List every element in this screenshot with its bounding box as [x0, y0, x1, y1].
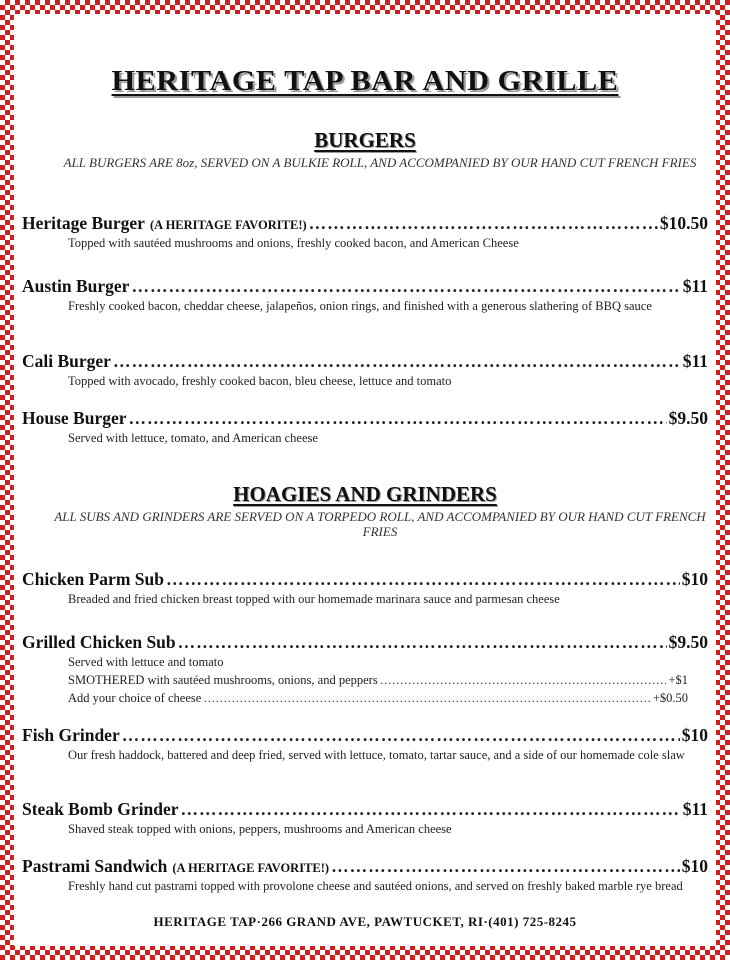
option-price: +$1 — [668, 673, 688, 687]
menu-item-steak-bomb-grinder — [22, 799, 708, 838]
menu-item-grilled-chicken-sub — [22, 632, 708, 707]
menu-item-house-burger — [22, 408, 708, 447]
item-price: $11 — [682, 276, 708, 296]
menu-item-pastrami-sandwich — [22, 856, 708, 895]
item-description: Our fresh haddock, battered and deep fried, served with lettuce, tomato, tartar sauce, and a side of our homemade cole slaw — [68, 748, 685, 762]
dot-leader — [129, 408, 667, 429]
section-heading-hoagies: HOAGIES AND GRINDERS — [233, 482, 497, 506]
item-name: Steak Bomb Grinder — [22, 799, 179, 819]
item-price: $9.50 — [668, 408, 708, 428]
item-description: Freshly cooked bacon, cheddar cheese, jalapeños, onion rings, and finished with a generous slathering of BBQ sauce — [68, 299, 652, 313]
item-price: $11 — [682, 351, 708, 371]
menu-item-cali-burger — [22, 351, 708, 390]
dot-leader — [178, 632, 667, 653]
item-description: Shaved steak topped with onions, peppers, mushrooms and American cheese — [68, 822, 452, 836]
menu-sheet — [14, 14, 716, 946]
item-description: Topped with sautéed mushrooms and onions, freshly cooked bacon, and American Cheese — [68, 236, 519, 250]
item-description: Freshly hand cut pastrami topped with provolone cheese and sautéed onions, and served on freshly baked marble rye bread — [68, 879, 683, 893]
item-name: Pastrami Sandwich — [22, 856, 168, 876]
footer-address: HERITAGE TAP·266 GRAND AVE, PAWTUCKET, RI·(401) 725-8245 — [153, 914, 577, 929]
option-label: Add your choice of cheese — [68, 691, 202, 705]
item-name: Heritage Burger — [22, 213, 145, 233]
item-price: $10 — [681, 569, 708, 589]
option-label: SMOTHERED with sautéed mushrooms, onions, and peppers — [68, 673, 378, 687]
dot-leader — [380, 671, 667, 689]
dot-leader — [131, 276, 680, 297]
item-description — [68, 653, 688, 707]
item-description-text: Served with lettuce and tomato — [68, 655, 224, 669]
item-name: Fish Grinder — [22, 725, 120, 745]
favorite-tag: (A HERITAGE FAVORITE!) — [172, 861, 330, 875]
dot-leader — [166, 569, 680, 590]
dot-leader — [331, 856, 680, 877]
option-cheese — [68, 689, 688, 707]
menu-item-austin-burger — [22, 276, 708, 315]
menu-item-chicken-parm-sub — [22, 569, 708, 608]
item-price: $10 — [681, 725, 708, 745]
item-price: $10 — [681, 856, 708, 876]
section-note-burgers: ALL BURGERS ARE 8oz, SERVED ON A BULKIE ROLL, AND ACCOMPANIED BY OUR HAND CUT FRENCH FRIES — [63, 155, 697, 170]
option-price: +$0.50 — [652, 691, 688, 705]
item-description: Breaded and fried chicken breast topped with our homemade marinara sauce and parmesan cheese — [68, 592, 560, 606]
item-name: Grilled Chicken Sub — [22, 632, 176, 652]
option-smothered — [68, 671, 688, 689]
dot-leader — [122, 725, 680, 746]
item-description: Topped with avocado, freshly cooked bacon, bleu cheese, lettuce and tomato — [68, 374, 452, 388]
item-price: $11 — [682, 799, 708, 819]
dot-leader — [113, 351, 681, 372]
page-title: HERITAGE TAP BAR AND GRILLE — [111, 66, 619, 97]
item-name: Austin Burger — [22, 276, 130, 296]
section-heading-burgers: BURGERS — [314, 128, 416, 152]
menu-item-heritage-burger — [22, 213, 708, 252]
item-name: Cali Burger — [22, 351, 111, 371]
item-price: $10.50 — [659, 213, 708, 233]
item-description: Served with lettuce, tomato, and American cheese — [68, 431, 318, 445]
item-price: $9.50 — [668, 632, 708, 652]
menu-item-fish-grinder — [22, 725, 708, 764]
dot-leader — [309, 213, 658, 234]
item-name: Chicken Parm Sub — [22, 569, 164, 589]
favorite-tag: (A HERITAGE FAVORITE!) — [149, 218, 307, 232]
dot-leader — [181, 799, 681, 820]
section-note-hoagies: ALL SUBS AND GRINDERS ARE SERVED ON A TORPEDO ROLL, AND ACCOMPANIED BY OUR HAND CUT FRENCH FRIES — [54, 509, 706, 539]
item-name: House Burger — [22, 408, 127, 428]
dot-leader — [203, 689, 651, 707]
